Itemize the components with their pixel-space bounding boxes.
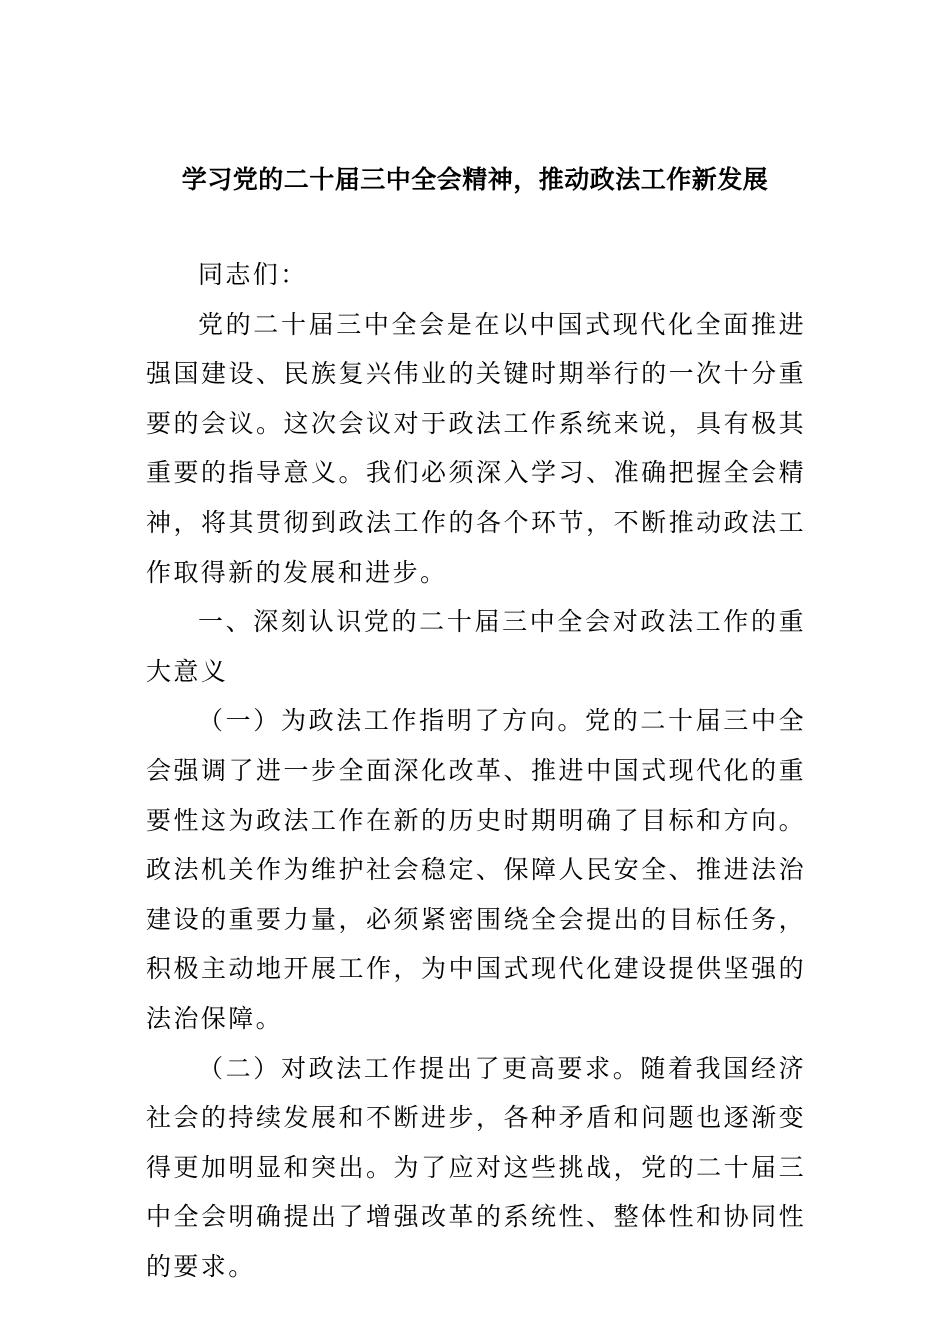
subsection-paragraph-1: （一）为政法工作指明了方向。党的二十届三中全会强调了进一步全面深化改革、推进中国式现代化的重要性这为政法工作在新的历史时期明确了目标和方向。政法机关作为维护社会稳定、保障人民安全、推进法治建设的重要力量，必须紧密围绕全会提出的目标任务，积极主动地开展工作，为中国式现代化建设提供坚强的法治保障。 [146,706,806,1033]
document-body [146,250,806,1291]
document-title: 学习党的二十届三中全会精神，推动政法工作新发展 [181,165,769,194]
subsection-paragraph-2: （二）对政法工作提出了更高要求。随着我国经济社会的持续发展和不断进步，各种矛盾和问题也逐渐变得更加明显和突出。为了应对这些挑战，党的二十届三中全会明确提出了增强改革的系统性、整体性和协同性的要求。 [146,1053,806,1281]
intro-paragraph: 党的二十届三中全会是在以中国式现代化全面推进强国建设、民族复兴伟业的关键时期举行的一次十分重要的会议。这次会议对于政法工作系统来说，具有极其重要的指导意义。我们必须深入学习、准确把握全会精神，将其贯彻到政法工作的各个环节，不断推动政法工作取得新的发展和进步。 [146,309,806,587]
salutation-paragraph: 同志们： [198,260,308,289]
section-heading-1: 一、深刻认识党的二十届三中全会对政法工作的重大意义 [146,607,806,686]
